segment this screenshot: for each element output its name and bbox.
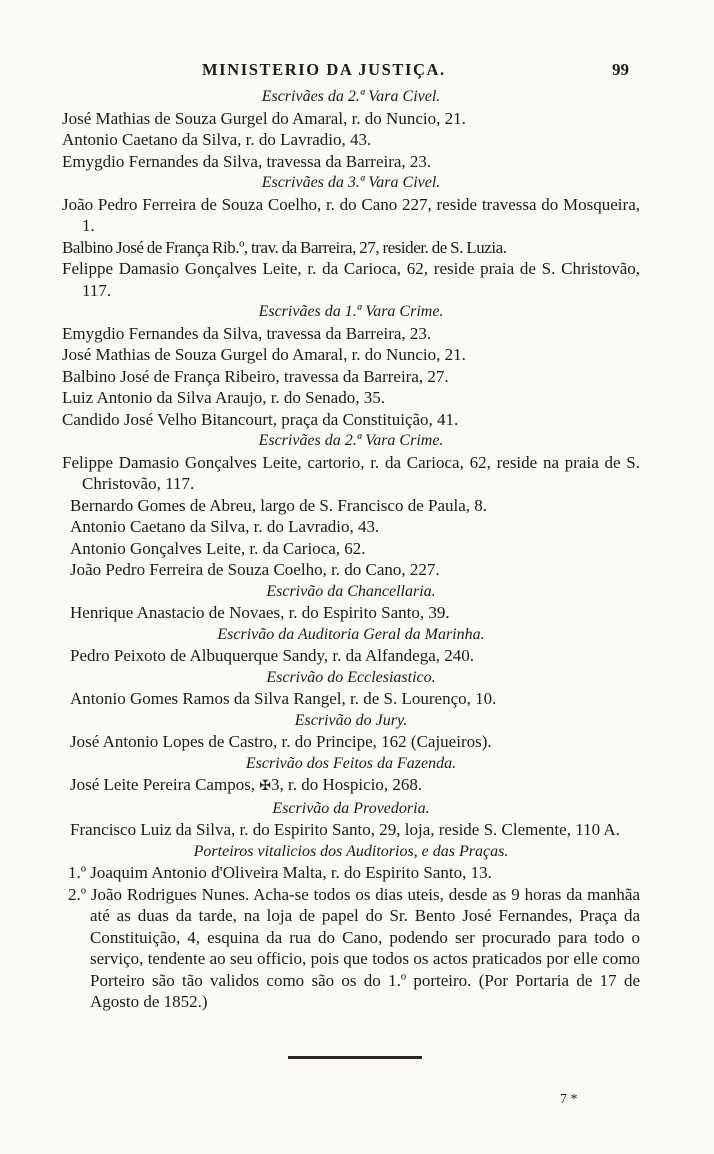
section-heading: Escrivão da Auditoria Geral da Marinha.: [217, 625, 485, 643]
entry-text: José Leite Pereira Campos,: [70, 775, 260, 794]
footer-rule: [288, 1056, 422, 1059]
page-number: 99: [612, 60, 629, 79]
list-entry: João Pedro Ferreira de Souza Coelho, r. do Cano, 227.: [70, 560, 440, 579]
section-heading: Escrivães da 2.ª Vara Crime.: [258, 432, 444, 449]
list-entry: [62, 774, 640, 798]
cross-icon: ✠: [259, 778, 272, 794]
section-heading: Escrivão do Ecclesiastico.: [266, 668, 436, 686]
list-entry: Antonio Caetano da Silva, r. do Lavradio, 43.: [62, 130, 372, 149]
list-entry: Luiz Antonio da Silva Araujo, r. do Senado, 35.: [62, 388, 385, 407]
section-heading: Escrivão do Jury.: [294, 711, 408, 729]
list-entry: José Mathias de Souza Gurgel do Amaral, r. do Nuncio, 21.: [62, 345, 466, 364]
section-heading: Escrivães da 1.ª Vara Crime.: [258, 303, 444, 320]
signature-mark: 7 *: [560, 1092, 578, 1107]
list-entry: Felippe Damasio Gonçalves Leite, cartorio, r. da Carioca, 62, reside na praia de S. Christovão, 117.: [62, 452, 640, 493]
section-heading: Escrivães da 2.ª Vara Civel.: [261, 88, 441, 105]
section-heading: Escrivão da Provedoria.: [272, 799, 430, 817]
list-entry: José Antonio Lopes de Castro, r. do Principe, 162 (Cajueiros).: [70, 732, 492, 751]
list-entry: Antonio Gonçalves Leite, r. da Carioca, 62.: [70, 538, 366, 558]
list-entry: Bernardo Gomes de Abreu, largo de S. Francisco de Paula, 8.: [70, 495, 488, 515]
section-heading: Escrivão da Chancellaria.: [266, 582, 436, 600]
list-entry: Emygdio Fernandes da Silva, travessa da Barreira, 23.: [62, 323, 432, 343]
section-heading: Escrivães da 3.ª Vara Civel.: [261, 174, 441, 191]
list-entry: Emygdio Fernandes da Silva, travessa da Barreira, 23.: [62, 151, 432, 171]
page-content: [62, 86, 640, 1013]
list-entry: 1.º Joaquim Antonio d'Oliveira Malta, r. do Espirito Santo, 13.: [68, 863, 492, 882]
list-entry: Pedro Peixoto de Albuquerque Sandy, r. da Alfandega, 240.: [70, 646, 474, 665]
list-entry: 2.º João Rodrigues Nunes. Acha-se todos os dias uteis, desde as 9 horas da manhãa até as duas da tarde, na loja de papel do Sr. Bento José Fernandes, Praça da Constituição, 4, esquina da rua do Cano, podendo ser procurado para todo o serviço, tendente ao seu officio, pois que todos os actos praticados por elle como Porteiro são tão validos como são os do 1.º porteiro. (Por Portaria de 17 de Agosto de 1852.): [68, 884, 640, 1011]
list-entry: José Mathias de Souza Gurgel do Amaral, r. do Nuncio, 21.: [62, 108, 466, 128]
list-entry: Antonio Caetano da Silva, r. do Lavradio, 43.: [70, 517, 380, 536]
list-entry: Antonio Gomes Ramos da Silva Rangel, r. de S. Lourenço, 10.: [70, 689, 497, 708]
entry-text: 3, r. do Hospicio, 268.: [271, 775, 423, 794]
list-entry: Felippe Damasio Gonçalves Leite, r. da Carioca, 62, reside praia de S. Christovão, 117.: [62, 259, 640, 300]
section-heading: Escrivão dos Feitos da Fazenda.: [245, 754, 457, 772]
list-entry: João Pedro Ferreira de Souza Coelho, r. do Cano 227, reside travessa do Mosqueira, 1.: [62, 194, 640, 235]
list-entry: Balbino José de França Rib.º, trav. da Barreira, 27, resider. de S. Luzia.: [62, 237, 507, 257]
list-entry: Francisco Luiz da Silva, r. do Espirito Santo, 29, loja, reside S. Clemente, 110 A.: [70, 820, 620, 839]
list-entry: Candido José Velho Bitancourt, praça da Constituição, 41.: [62, 409, 459, 429]
list-entry: Balbino José de França Ribeiro, travessa da Barreira, 27.: [62, 366, 449, 386]
list-entry: Henrique Anastacio de Novaes, r. do Espirito Santo, 39.: [70, 603, 450, 622]
section-heading: Porteiros vitalicios dos Auditorios, e das Praças.: [193, 842, 509, 860]
running-title: MINISTERIO DA JUSTIÇA.: [202, 60, 446, 79]
page-header: [0, 58, 714, 82]
